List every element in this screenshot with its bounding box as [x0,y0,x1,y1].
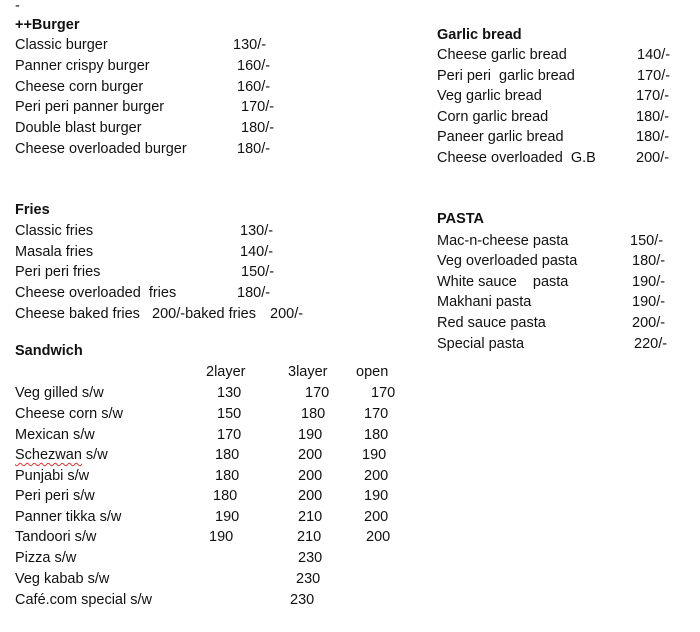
price-2layer: 180 [215,447,240,463]
price-open: 200 [364,468,389,484]
menu-item-name: Cheese baked fries 200/-baked fries [15,306,256,322]
menu-item-name: Cheese overloaded G.B [437,150,596,166]
menu-item-price: 150/- [241,264,275,280]
price-3layer: 180 [301,406,326,422]
price-3layer: 170 [305,385,330,401]
menu-item-price: 140/- [637,47,671,63]
menu-item-name: Makhani pasta [437,294,532,310]
menu-item-name: Classic fries [15,223,94,239]
price-open: 180 [364,427,389,443]
section-title: Fries [15,202,50,218]
section-title: Sandwich [15,343,83,359]
menu-item-name: Cheese garlic bread [437,47,567,63]
price-2layer: 150 [217,406,242,422]
sandwich-name [15,445,108,465]
price-open: 200 [364,509,389,525]
menu-item-price: 130/- [240,223,274,239]
menu-item-price: 180/- [632,253,666,269]
menu-item-name: Corn garlic bread [437,109,549,125]
sandwich-name: Punjabi s/w [15,468,90,484]
price-3layer: 200 [298,447,323,463]
menu-item-price: 170/- [636,88,670,104]
sandwich-name: Veg gilled s/w [15,385,104,401]
price-2layer: 170 [217,427,242,443]
price-3layer: 210 [298,509,323,525]
price-open: 200 [366,529,391,545]
price-3layer: 200 [298,488,323,504]
sandwich-name: Pizza s/w [15,550,77,566]
menu-item-name: Double blast burger [15,120,142,136]
menu-item-name: White sauce pasta [437,274,569,290]
sandwich-name: Panner tikka s/w [15,509,122,525]
price-3layer: 210 [297,529,322,545]
menu-item-price: 170/- [637,68,671,84]
menu-item-name: Special pasta [437,336,525,352]
menu-item-price: 200/- [270,306,304,322]
price-2layer: 180 [215,468,240,484]
menu-item-name: Veg garlic bread [437,88,542,104]
menu-item-name: Classic burger [15,37,108,53]
top-mark: - [15,0,20,14]
sandwich-name: Mexican s/w [15,427,95,443]
menu-item-price: 180/- [237,141,271,157]
column-header-3layer: 3layer [288,364,328,380]
menu-item-name: Mac-n-cheese pasta [437,233,569,249]
menu-item-price: 200/- [632,315,666,331]
price-2layer: 180 [213,488,238,504]
menu-item-price: 150/- [630,233,664,249]
menu-item-name: Cheese corn burger [15,79,144,95]
menu-item-name: Peri peri garlic bread [437,68,575,84]
price-3layer: 230 [296,571,321,587]
menu-item-price: 200/- [636,150,670,166]
menu-item-name: Veg overloaded pasta [437,253,578,269]
menu-item-price: 130/- [233,37,267,53]
sandwich-name: Peri peri s/w [15,488,95,504]
price-2layer: 190 [215,509,240,525]
menu-item-price: 160/- [237,79,271,95]
menu-item-name: Paneer garlic bread [437,129,564,145]
price-2layer: 130 [217,385,242,401]
menu-item-name: Masala fries [15,244,94,260]
price-3layer: 230 [290,592,315,608]
sandwich-name: Tandoori s/w [15,529,97,545]
menu-item-price: 190/- [632,274,666,290]
menu-item-price: 160/- [237,58,271,74]
menu-item-name: Cheese overloaded fries [15,285,177,301]
menu-item-name: Panner crispy burger [15,58,150,74]
menu-item-price: 190/- [632,294,666,310]
menu-item-name: Cheese overloaded burger [15,141,187,157]
section-title: PASTA [437,211,484,227]
section-title: Garlic bread [437,27,522,43]
spellcheck-underline: Schezwan [15,447,82,463]
price-open: 190 [362,447,387,463]
sandwich-name-suffix: s/w [81,447,108,463]
price-3layer: 200 [298,468,323,484]
price-open: 170 [364,406,389,422]
menu-item-price: 180/- [241,120,275,136]
menu-item-price: 180/- [636,129,670,145]
menu-item-price: 140/- [240,244,274,260]
price-3layer: 190 [298,427,323,443]
column-header-2layer: 2layer [206,364,246,380]
column-header-open: open [356,364,389,380]
menu-item-name: Peri peri fries [15,264,101,280]
menu-item-name: Peri peri panner burger [15,99,165,115]
price-open: 190 [364,488,389,504]
price-2layer: 190 [209,529,234,545]
sandwich-name: Cheese corn s/w [15,406,123,422]
price-open: 170 [371,385,396,401]
price-3layer: 230 [298,550,323,566]
menu-item-price: 180/- [636,109,670,125]
menu-item-price: 220/- [634,336,668,352]
menu-item-name: Red sauce pasta [437,315,546,331]
menu-item-price: 180/- [237,285,271,301]
section-title: ++Burger [15,17,80,33]
sandwich-name: Café.com special s/w [15,592,152,608]
menu-item-price: 170/- [241,99,275,115]
sandwich-name: Veg kabab s/w [15,571,110,587]
